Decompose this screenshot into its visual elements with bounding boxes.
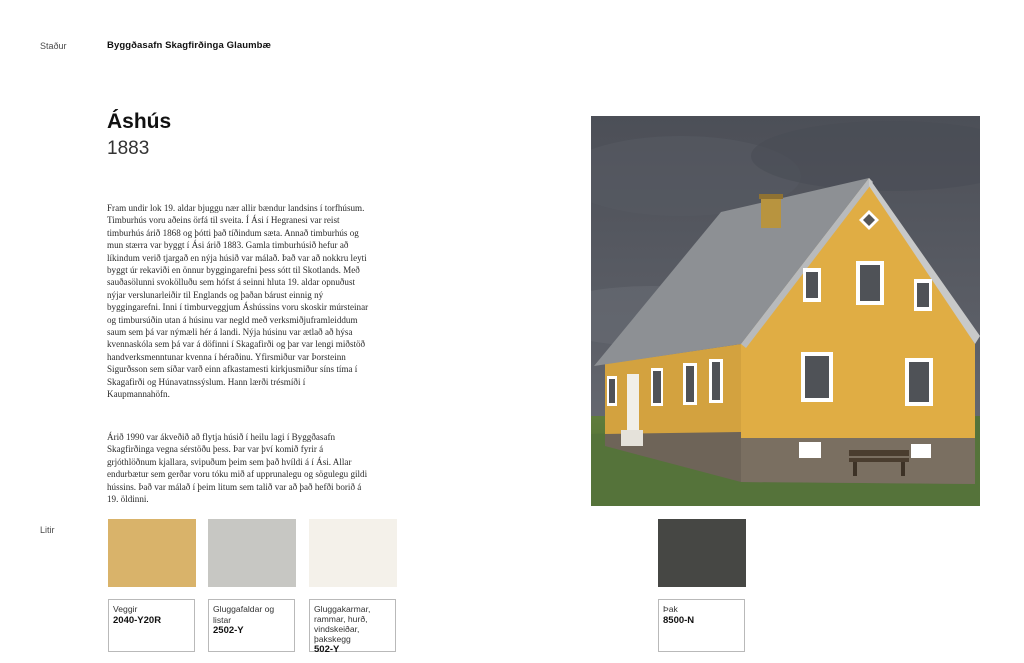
color-code: 2502-Y (213, 625, 244, 636)
color-code: 502-Y (314, 644, 340, 655)
location-label: Staður (40, 41, 67, 51)
colors-label: Litir (40, 525, 55, 535)
building-year: 1883 (107, 138, 150, 159)
color-name: Gluggakarmar, rammar, hurð, vindskeiðar, þakskegg (314, 604, 371, 644)
color-info-walls (108, 599, 195, 652)
color-code: 8500-N (663, 614, 695, 626)
color-swatch-walls (108, 519, 196, 587)
color-info-frames (309, 599, 396, 655)
location-value: Byggðasafn Skagfirðinga Glaumbæ (107, 40, 272, 51)
color-swatch-frames (309, 519, 397, 587)
color-name: Veggir (113, 604, 138, 614)
color-info-roof (658, 599, 745, 652)
house-photo (591, 116, 980, 506)
description-paragraph-2: Árið 1990 var ákveðið að flytja húsið í heilu lagi í Byggðasafn Skagfirðinga vegna sérstöðu þess. Þar var því komið fyrir á grjóthlöðnum kjallara, svipuðum þeim sem það hvíldi á í Ási. Allar endurbætur sem gerðar voru tóku mið af upprunalegu og sögulegu gildi hússins. Það var málað í þeim litum sem talið var að það hefði borið á 19. öldinni. (107, 432, 368, 505)
building-title: Áshús (107, 110, 172, 133)
color-name: Þak (663, 604, 678, 614)
description-paragraph-1: Fram undir lok 19. aldar bjuggu nær allir bændur landsins í torfhúsum. Timburhús voru aðeins örfá til sveita. Í Ási í Hegranesi var reist timburhús árið 1868 og þótti það tíðindum sæta. Annað timburhús og mun stærra var byggt í Ási árið 1883. Gamla timburhúsið hefur að líkindum verið tjargað en nýja húsið var málað. Það var að nokkru leyti byggt úr rekaviði en önnur byggingarefni þess sótt til Skotlands. Með sauðasölunni svokölluðu sem hófst á seinni hluta 19. aldar opnuðust nýjar verslunarleiðir til Englands og þaðan bárust einnig ný byggingarefni. Inni í timburveggjum Áshússins voru skoskir múrsteinar og timbursúðin utan á húsinu var negld með verksmiðjuframleiddum saum sem þá var nýmæli hér á landi. Nýja húsinu var ætlað að hýsa kvennaskóla sem þá var á döfinni í Skagafirði og þar var lengi miðstöð handverksmenntunar kvenna í héraðinu. Yfirsmiður var Þorsteinn Sigurðsson sem síðar varð einn afkastamesti kirkjusmiður síns tíma í Skagafirði og Húnavatnssýslum. Hann lærði trésmíði í Kaupmannahöfn. (107, 203, 369, 400)
color-swatch-window-trim (208, 519, 296, 587)
color-swatch-roof (658, 519, 746, 587)
color-code: 2040-Y20R (113, 614, 162, 626)
color-name: Gluggafaldar og listar (213, 604, 275, 625)
color-info-window-trim (208, 599, 295, 652)
